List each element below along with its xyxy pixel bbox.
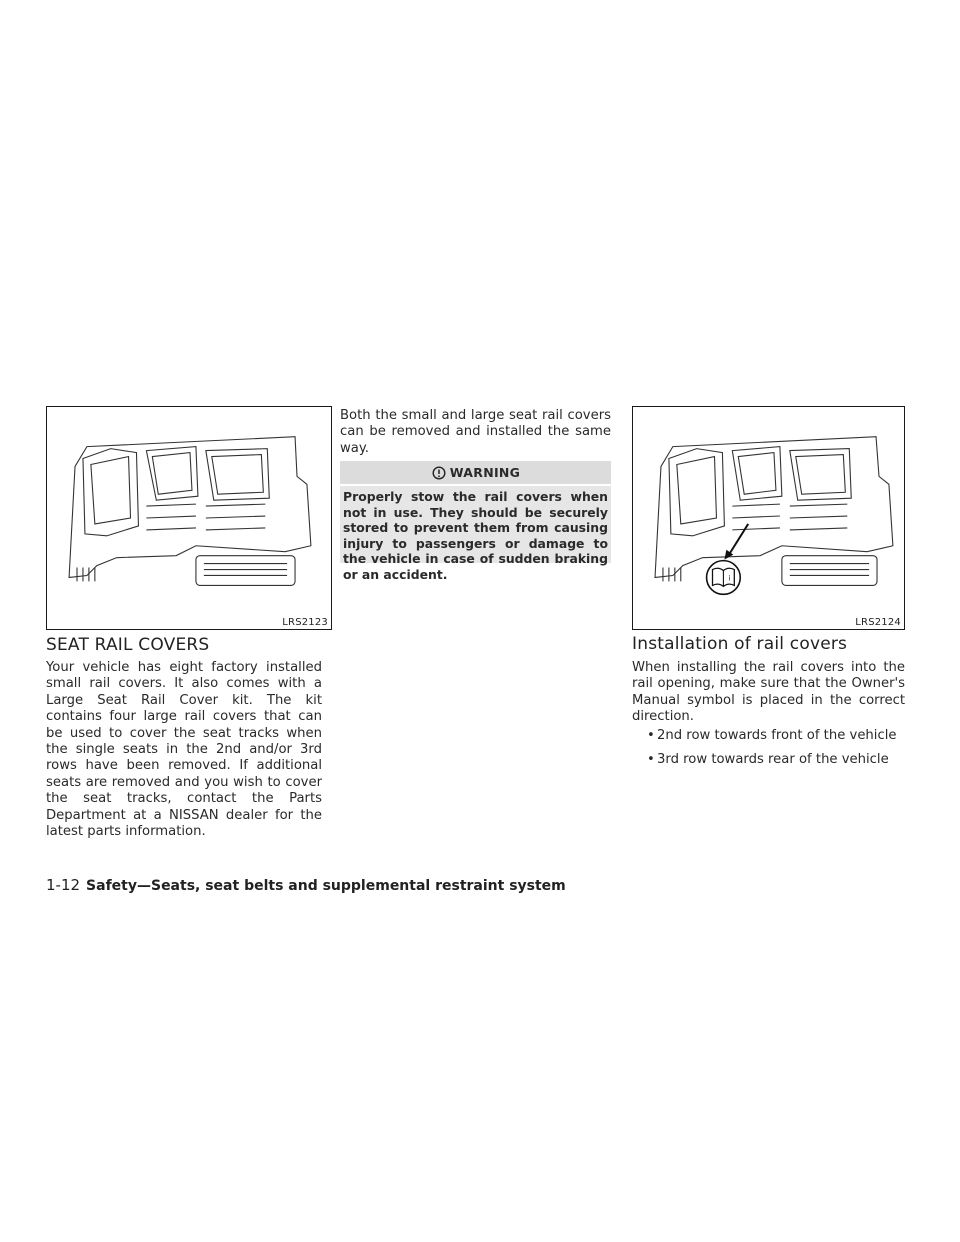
- body-paragraph: Both the small and large seat rail covers can be removed and installed the same way.: [340, 408, 611, 456]
- body-paragraph: Your vehicle has eight factory installed small rail covers. It also comes with a Large Seat Rail Cover kit. The kit contains four large rail covers that can be used to cover the seat tracks when the single seats in the 2nd and/or 3rd rows have been removed. If additional seats are removed and you wish to cover the seat tracks, contact the Parts Department at a NISSAN dealer for the latest parts information.: [46, 660, 322, 840]
- figure-seat-rails: [46, 406, 332, 630]
- manual-symbol-callout: [707, 524, 749, 594]
- vehicle-floor-illustration: [633, 407, 904, 629]
- warning-title: WARNING: [449, 465, 521, 480]
- vehicle-floor-illustration: [47, 407, 331, 629]
- svg-text:i: i: [728, 574, 731, 583]
- subsection-heading: Installation of rail covers: [632, 634, 848, 654]
- body-paragraph: When installing the rail covers into the rail opening, make sure that the Owner's Manual symbol is placed in the correct direction.: [632, 660, 905, 725]
- figure-rail-cover-installation: [632, 406, 905, 630]
- page-footer: [46, 876, 566, 894]
- warning-icon: [431, 466, 447, 480]
- list-item: • 2nd row towards front of the vehicle: [642, 728, 912, 744]
- list-item: • 3rd row towards rear of the vehicle: [642, 752, 912, 768]
- figure-code: LRS2123: [282, 617, 328, 628]
- page-number: 1-12: [46, 876, 81, 894]
- section-title: Safety—Seats, seat belts and supplemental restraint system: [86, 878, 566, 894]
- warning-header: [340, 461, 611, 484]
- warning-text: Properly stow the rail covers when not in use. They should be securely stored to prevent them from causing injury to passengers or damage to the vehicle in case of sudden braking or an accident.: [340, 486, 611, 563]
- bullet-list: [642, 728, 912, 776]
- figure-code: LRS2124: [855, 617, 901, 628]
- section-heading: SEAT RAIL COVERS: [46, 635, 210, 655]
